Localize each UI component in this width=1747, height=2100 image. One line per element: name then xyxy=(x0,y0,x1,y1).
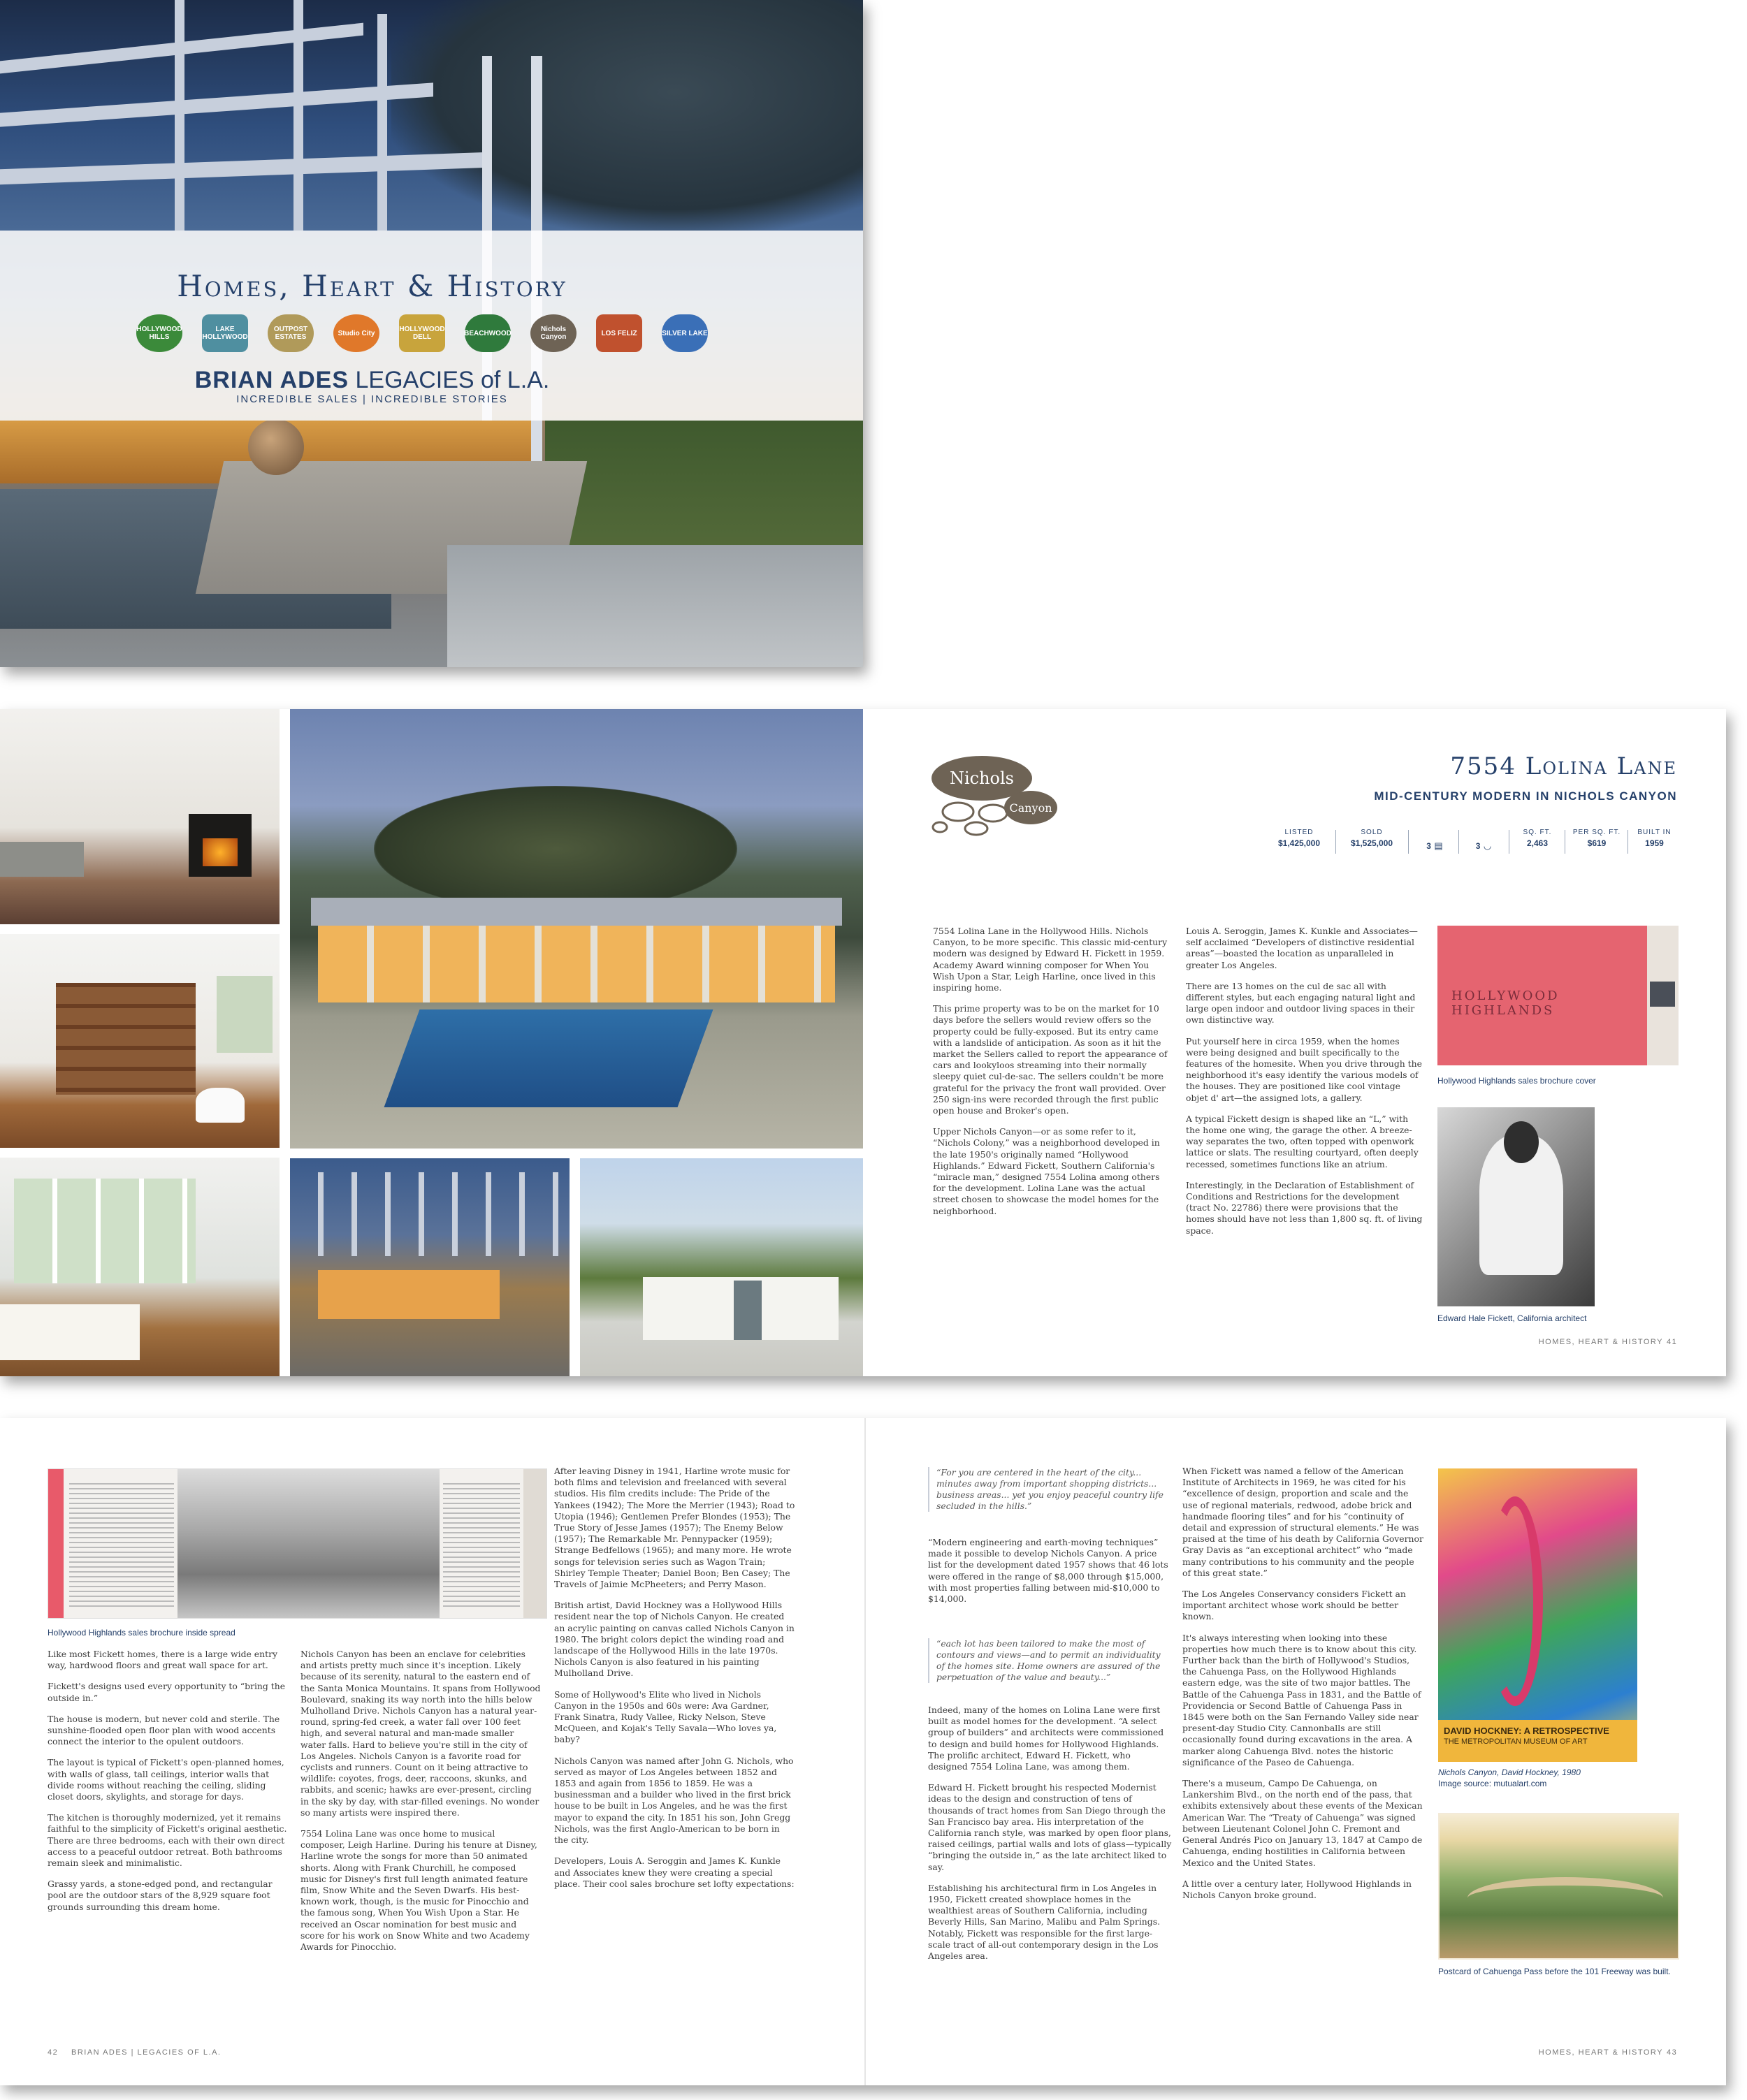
paragraph: A typical Fickett design is shaped like an “L,” with the home one wing, the garage the other. A breeze-way separates the two, often topped with openwork lattice or slats. The resulting courtyard, often deeply recessed, sometimes functions like an atrium. xyxy=(1186,1113,1419,1169)
brand-name-bold: BRIAN ADES xyxy=(194,367,349,393)
paragraph: After leaving Disney in 1941, Harline wrote music for both films and television and freelanced with several studios. His film credits include: The Pride of the Yankees (1942); The More the Merrier (1943); Road to Utopia (1946); Gentlemen Prefer Blondes (1953); The True Story of Jesse James (1957); The Enemy Below (1957); The Remarkable Mr. Pennypacker (1959); Strange Bedfellows (1965); and many more. He wrote songs for television series such as Wagon Train; Shirley Temple Theater; Daniel Boon; Ben Casey; The Travels of Jaimie McPheeters; and Perry Mason. xyxy=(554,1466,795,1590)
pull-quote-2: “each lot has been tailored to make the most of contours and views—and to permit an individuality of the homes site. Home owners are assured of the perpetuation of the value and beauty...” xyxy=(928,1638,1169,1683)
neighborhood-badge-icon: BEACHWOOD xyxy=(465,314,511,352)
pink-strip xyxy=(48,1469,64,1619)
pergola-beams xyxy=(290,1172,570,1256)
paragraph: This prime property was to be on the market for 10 days before the sellers would review offers so the property could be fully-exposed. But its entry came with a landslide of anticipation. As soon as it hit the market the Sellers called to report the appearance of cars and lookyloos streaming into their normally sleepy quiet cul-de-sac. The sellers couldn't be more grateful for the privacy the front wall provided. Over 250 sign-ins were recorded through the first public open house and Broker's open. xyxy=(933,1003,1168,1116)
stat-beds: 3 ▤ xyxy=(1426,840,1443,851)
bed-icon: ▤ xyxy=(1434,840,1443,851)
cover-page xyxy=(0,0,863,667)
paragraph: A little over a century later, Hollywood Highlands in Nichols Canyon broke ground. xyxy=(1182,1878,1412,1900)
neighborhood-badge-icon: OUTPOST ESTATES xyxy=(268,314,314,352)
photo-bedroom xyxy=(0,1158,280,1376)
hockney-painting xyxy=(1438,1468,1637,1762)
paragraph: Indeed, many of the homes on Lolina Lane were first built as model homes for the development. “A select group of builders” and architects were commissioned to design and build homes for Hollywood Highlands. The prolific architect, Edward H. Fickett, who designed 7554 Lolina Lane, was among them. xyxy=(928,1705,1164,1772)
cover-brand xyxy=(0,367,744,394)
paragraph: Grassy yards, a stone-edged pond, and rectangular pool are the outdoor stars of the 8,929 square foot grounds surrounding this dream home. xyxy=(48,1879,273,1912)
article-column-d-top xyxy=(928,1537,1173,1614)
text-block-left xyxy=(69,1483,174,1609)
neighborhood-badge-icon: Studio City xyxy=(333,314,379,352)
article-column-a xyxy=(48,1649,289,1923)
paragraph: The layout is typical of Fickett's open-planned homes, with walls of glass, tall ceilings, interior walls that divide rooms without reaching the ceiling, sliding closet doors, skylights, and storage for days. xyxy=(48,1757,284,1802)
property-stats xyxy=(1268,829,1677,856)
cover-post xyxy=(377,14,387,231)
article-column-c xyxy=(554,1466,795,1900)
article-column-2 xyxy=(1186,926,1423,1246)
chair xyxy=(196,1088,245,1123)
article-column-1 xyxy=(933,926,1170,1227)
hockney-banner-line1: DAVID HOCKNEY: A RETROSPECTIVE xyxy=(1444,1726,1609,1736)
caption-hockney-source: Image source: mutualart.com xyxy=(1438,1779,1547,1788)
paragraph: The kitchen is thoroughly modernized, yet it remains faithful to the simplicity of Fickett's original aesthetic. There are three bedrooms, each with their own direct access to a peaceful outdoor retreat. Both bathrooms remain sleek and minimalistic. xyxy=(48,1812,287,1869)
cahuenga-postcard xyxy=(1438,1813,1679,1960)
architect-photo xyxy=(1437,1107,1595,1306)
nichols-canyon-logo xyxy=(926,753,1059,837)
sofa xyxy=(0,842,84,877)
neighborhood-badge-icon: LAKE HOLLYWOOD xyxy=(202,314,248,352)
caption-brochure-cover: Hollywood Highlands sales brochure cover xyxy=(1437,1076,1596,1086)
photo-bookshelf-room xyxy=(0,934,280,1148)
paragraph: Nichols Canyon was named after John G. Nichols, who served as mayor of Los Angeles between 1852 and 1853 and again from 1856 to 1859. He was a businessman and a builder who lived in the first brick house to be built in Los Angeles, and he was the first mayor to expand the city. In 1851 his son, John Gregg Nichols, was the first Anglo-American to be born in the city. xyxy=(554,1755,794,1846)
paragraph: There's a museum, Campo De Cahuenga, on Lankershim Blvd., on the north end of the pass, that exhibits extensively about these events of the Mexican American War. The “Treaty of Cahuenga” was signed between Lieutenant Colonel John C. Fremont and General Andrés Pico on January 13, 1847 at Campo de Cahuenga, ending hostilities in California between Mexico and the United States. xyxy=(1182,1778,1423,1868)
cover-trees xyxy=(391,0,863,231)
house-windows xyxy=(318,926,835,1002)
front-door xyxy=(734,1281,762,1340)
folio-right: HOMES, HEART & HISTORY xyxy=(1538,2048,1663,2057)
cover-tagline: INCREDIBLE SALES | INCREDIBLE STORIES xyxy=(236,393,508,405)
cover-sphere xyxy=(248,419,304,475)
neighborhood-badge-icon: HOLLYWOOD HILLS xyxy=(136,314,182,352)
cover-walkway xyxy=(447,545,863,667)
caption-brochure-inside: Hollywood Highlands sales brochure inside spread xyxy=(48,1628,235,1638)
bed xyxy=(0,1304,140,1360)
stat-per-sqft: PER SQ. FT. $619 xyxy=(1572,829,1621,848)
fire xyxy=(203,838,238,866)
paragraph: “Modern engineering and earth-moving techniques” made it possible to develop Nichols Canyon. A price list for the development dated 1957 shows that 46 lots were offered in the range of $8,000 through $15,000, with most properties falling between mid-$10,000 to $14,000. xyxy=(928,1537,1168,1605)
neighborhood-badge-icon: Nichols Canyon xyxy=(530,314,577,352)
page-number-42: 42 xyxy=(48,2048,59,2057)
property-subtitle: MID-CENTURY MODERN IN NICHOLS CANYON xyxy=(1374,789,1677,803)
logo-line1: Nichols xyxy=(949,768,1015,788)
brochure-cover-image xyxy=(1437,926,1679,1065)
photo-exterior-front xyxy=(580,1158,863,1376)
paragraph: 7554 Lolina Lane in the Hollywood Hills. Nichols Canyon, to be more specific. This classic mid-century modern was designed by Edward H. Fickett in 1959. Academy Award winning composer for When You Wish Upon a Star, Leigh Harline, once lived in this inspiring home. xyxy=(933,926,1168,993)
photo-living-room xyxy=(0,709,280,924)
paragraph: Put yourself here in circa 1959, when the homes were being designed and built specifically to the features of the homesite. When you drive through the neighborhood it's easy identify the various models of the houses. They are positioned like cool vintage objet d' art—the assigned lots, a gallery. xyxy=(1186,1035,1422,1103)
gutter xyxy=(864,1418,866,2085)
paragraph: Interestingly, in the Declaration of Establishment of Conditions and Restrictions for the development (tract No. 22786) there were provisions that the homes should have not less than 1,800 sq. ft. of living space. xyxy=(1186,1179,1423,1236)
brochure-h-logo xyxy=(1650,982,1675,1007)
paragraph: Like most Fickett homes, there is a large wide entry way, hardwood floors and great wall space for art. xyxy=(48,1649,277,1671)
paragraph: Edward H. Fickett brought his respected Modernist ideas to the design and construction of tens of thousands of tract homes from San Diego through the San Francisco bay area. His interpretation of the California ranch style, was marked by open floor plans, raised ceilings, partial walls and lots of glass—typically “bringing the outside in,” as the late architect liked to say. xyxy=(928,1782,1172,1872)
stat-baths: 3 ◡ xyxy=(1475,840,1492,851)
caption-hockney-title: Nichols Canyon, David Hockney, 1980 xyxy=(1438,1767,1581,1777)
stat-listed: LISTED $1,425,000 xyxy=(1277,829,1321,848)
paragraph: Some of Hollywood's Elite who lived in Nichols Canyon in the 1950s and 60s were: Ava Gardner, Frank Sinatra, Rudy Vallee, Ricky Nelson, Steve McQueen, and Kojak's Telly Savala—Who loves ya, baby? xyxy=(554,1689,777,1745)
postcard-road xyxy=(1467,1877,1663,1919)
neighborhood-badge-icon: HOLLYWOOD DELL xyxy=(399,314,445,352)
paragraph: The house is modern, but never cold and sterile. The sunshine-flooded open floor plan with wood accents connect the interior to the opulent outdoors. xyxy=(48,1713,280,1747)
article-column-b xyxy=(300,1649,542,1962)
glow-room xyxy=(318,1270,500,1319)
paragraph: British artist, David Hockney was a Hollywood Hills resident near the top of Nichols Canyon. He created an acrylic painting on canvas called Nichols Canyon in 1980. The bright colors depict the winding road and landscape of the Hollywood Hills in the late 1970s. Nichols Canyon is also featured in his painting Mulholland Drive. xyxy=(554,1600,795,1679)
paragraph: 7554 Lolina Lane was once home to musical composer, Leigh Harline. During his tenure at Disney, Harline wrote the songs for more than 50 animated shorts. Along with Frank Churchill, he composed music for Disney's first full length animated feature film, Snow White and the Seven Dwarfs. His best-known work, though, is the music for Pinocchio and the famous song, When You Wish Upon a Star. He received an Oscar nomination for best music and score for his work on Snow White and two Academy Awards for Pinocchio. xyxy=(300,1828,537,1953)
paragraph: Upper Nichols Canyon—or as some refer to it, “Nichols Colony,” was a neighborhood developed in the late 1950's originally named “Hollywood Highlands.” Edward Fickett, Southern California's “miracle man,” designed 7554 Lolina among others for the development. Lolina Lane was the actual street chosen to showcase the model homes for the neighborhood. xyxy=(933,1126,1160,1216)
paragraph: It's always interesting when looking into these properties how much there is to know about this city. Further back than the birth of Hollywood's Studios, the Cahuenga Pass, on the Hollywood Highlands eastern edge, was the site of two major battles. The Battle of the Cahuenga Pass in 1831, and the Battle of Providencia or Second Battle of Cahuenga Pass in 1845 were both on the San Fernando Valley side near present-day Studio City. Cannonballs are still occasionally found during excavations in the area. A marker along Cahuenga Blvd. notes the historic significance of the Paseo de Cahuenga. xyxy=(1182,1632,1421,1767)
brochure-title: HOLLYWOOD HIGHLANDS xyxy=(1451,989,1560,1018)
neighborhood-badge-icon: SILVER LAKE xyxy=(662,314,708,352)
stat-sold: SOLD $1,525,000 xyxy=(1350,829,1393,848)
cover-title: Homes, Heart & History xyxy=(177,269,567,303)
brochure-inside-image xyxy=(48,1468,547,1619)
article-column-e xyxy=(1182,1466,1423,1911)
brochure-spine-inside xyxy=(523,1469,547,1619)
caption-postcard: Postcard of Cahuenga Pass before the 101 Freeway was built. xyxy=(1438,1967,1671,1976)
paragraph: Establishing his architectural firm in Los Angeles in 1950, Fickett created showplace homes in the wealthiest areas of Southern California, including Beverly Hills, San Marino, Malibu and Palm Springs. Notably, Fickett was responsible for the first large-scale tract of all-out contemporary design in the Los Angeles area. xyxy=(928,1882,1161,1962)
stat-built-in: BUILT IN 1959 xyxy=(1637,829,1672,848)
photo-pergola-evening xyxy=(290,1158,570,1376)
architect-head xyxy=(1504,1121,1539,1163)
pull-quote-1: “For you are centered in the heart of the city... minutes away from important shopping districts... business areas... yet you enjoy peaceful country life secluded in the hills.” xyxy=(928,1467,1169,1512)
folio-title: HOMES, HEART & HISTORY xyxy=(1538,1338,1663,1346)
pool xyxy=(384,1009,713,1107)
cover-post xyxy=(293,0,303,231)
house-roof xyxy=(311,898,842,926)
property-title: 7554 Lolina Lane xyxy=(1450,752,1677,780)
photo-pool-dusk xyxy=(290,709,863,1149)
neighborhood-badge-icon: LOS FELIZ xyxy=(596,314,642,352)
paragraph: The Los Angeles Conservancy considers Fickett an important architect whose work should be better known. xyxy=(1182,1589,1406,1622)
hockney-banner-line2: THE METROPOLITAN MUSEUM OF ART xyxy=(1444,1737,1588,1746)
logo-line2: Canyon xyxy=(1009,801,1052,815)
text-block-right xyxy=(443,1483,520,1609)
hockney-banner xyxy=(1438,1720,1637,1762)
article-column-d-bottom xyxy=(928,1705,1173,1971)
paragraph: Nichols Canyon has been an enclave for celebrities and artists pretty much since it's inception. Likely because of its serenity, natural to the eastern end of the Santa Monica Mountains. It spans from Hollywood Boulevard, snaking its way north into the hills below Mulholland Drive. Nichols Canyon has a natural year-round, spring-fed creek, a water fall over 100 feet high, and several natural and man-made smaller water falls. Hard to believe you're still in the city of Los Angeles. Nichols Canyon is a favorite road for cyclists and runners. Count on it being attractive to wildlife: coyotes, frogs, deer, raccoons, skunks, and rabbits, and scenic; hawks are ever-present, circling in the sky by day, with star-filled evenings. No wonder so many artists were inspired there. xyxy=(300,1649,541,1818)
caption-architect: Edward Hale Fickett, California architect xyxy=(1437,1313,1587,1323)
page-number-41: 41 xyxy=(1667,1338,1678,1346)
window-wall xyxy=(14,1179,196,1283)
paragraph: Developers, Louis A. Seroggin and James K. Kunkle and Associates knew they were creating a special place. Their cool sales brochure set lofty expectations: xyxy=(554,1855,795,1889)
bookshelf xyxy=(56,983,196,1095)
paragraph: Fickett's designs used every opportunity to “bring the outside in.” xyxy=(48,1681,286,1703)
cover-post xyxy=(175,0,184,231)
paragraph: When Fickett was named a fellow of the American Institute of Architects in 1969, he was cited for his “excellence of design, proportion and scale and the use of regional materials, redwood, adobe brick and handmade flooring tiles” and for his “continuity of detail and expression of structural elements.” He was praised at the time of his death by California Governor Gray Davis as “an exceptional architect” who “made many contributions to his community and the people of this great state.” xyxy=(1182,1466,1423,1578)
mountain-photo xyxy=(177,1469,440,1619)
winding-road xyxy=(1487,1496,1543,1706)
brand-name-light: LEGACIES of L.A. xyxy=(355,367,550,393)
paragraph: Louis A. Seroggin, James K. Kunkle and Associates—self acclaimed “Developers of distinctive residential areas”—boasted the location as unparalleled in greater Los Angeles. xyxy=(1186,926,1418,970)
cover-lawn xyxy=(545,421,863,560)
paragraph: There are 13 homes on the cul de sac all with different styles, but each engaging natural light and large open indoor and outdoor living spaces in their own distinctive way. xyxy=(1186,980,1416,1026)
window xyxy=(217,976,273,1053)
bathtub-icon: ◡ xyxy=(1483,840,1492,851)
tree-canopy xyxy=(374,786,737,912)
stat-sqft: SQ. FT. 2,463 xyxy=(1523,829,1552,848)
page-number-43: 43 xyxy=(1667,2048,1678,2057)
folio-left: BRIAN ADES | LEGACIES OF L.A. xyxy=(71,2048,222,2057)
